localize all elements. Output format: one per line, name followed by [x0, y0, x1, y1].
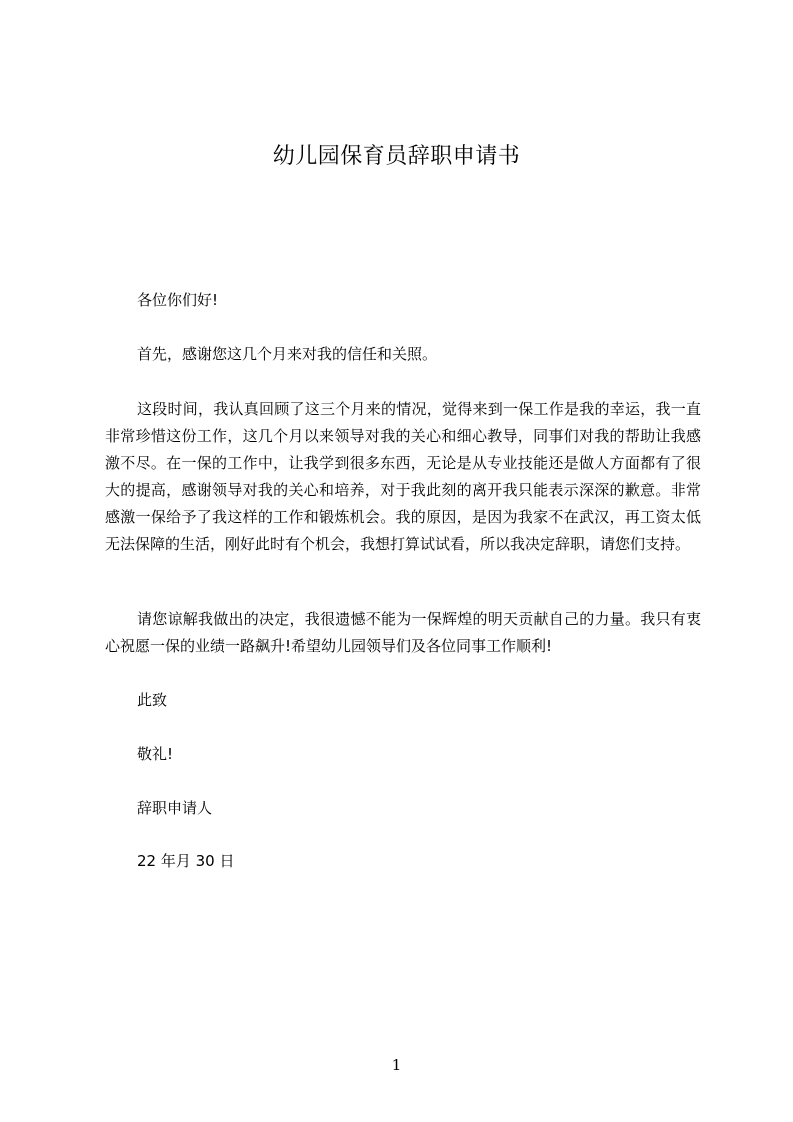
paragraph-reason: 这段时间，我认真回顾了这三个月来的情况，觉得来到一保工作是我的幸运，我一直非常珍惜这份工作，这几个月以来领导对我的关心和细心教导，同事们对我的帮助让我感激不尽。在一保的工作中，让我学到很多东西，无论是从专业技能还是做人方面都有了很大的提高，感谢领导对我的关心和培养，对于我此刻的离开我只能表示深深的歉意。非常感激一保给予了我这样的工作和锻炼机会。我的原因，是因为我家不在武汉，再工资太低无法保障的生活，刚好此时有个机会，我想打算试试看，所以我决定辞职，请您们支持。 [105, 400, 701, 553]
closing-phrase: 此致 [137, 691, 168, 709]
signature-label: 辞职申请人 [137, 799, 213, 817]
date-line: 22 年月 30 日 [137, 852, 235, 870]
document-title: 幼儿园保育员辞职申请书 [272, 144, 521, 169]
greeting: 各位你们好! [137, 291, 219, 309]
paragraph-wishes: 请您谅解我做出的决定，我很遗憾不能为一保辉煌的明天贡献自己的力量。我只有衷心祝愿一保的业绩一路飙升!希望幼儿园领导们及各位同事工作顺利! [105, 610, 701, 655]
salutation: 敬礼! [137, 745, 174, 763]
page-number: 1 [391, 1056, 402, 1074]
paragraph-thanks: 首先，感谢您这几个月来对我的信任和关照。 [137, 345, 438, 363]
